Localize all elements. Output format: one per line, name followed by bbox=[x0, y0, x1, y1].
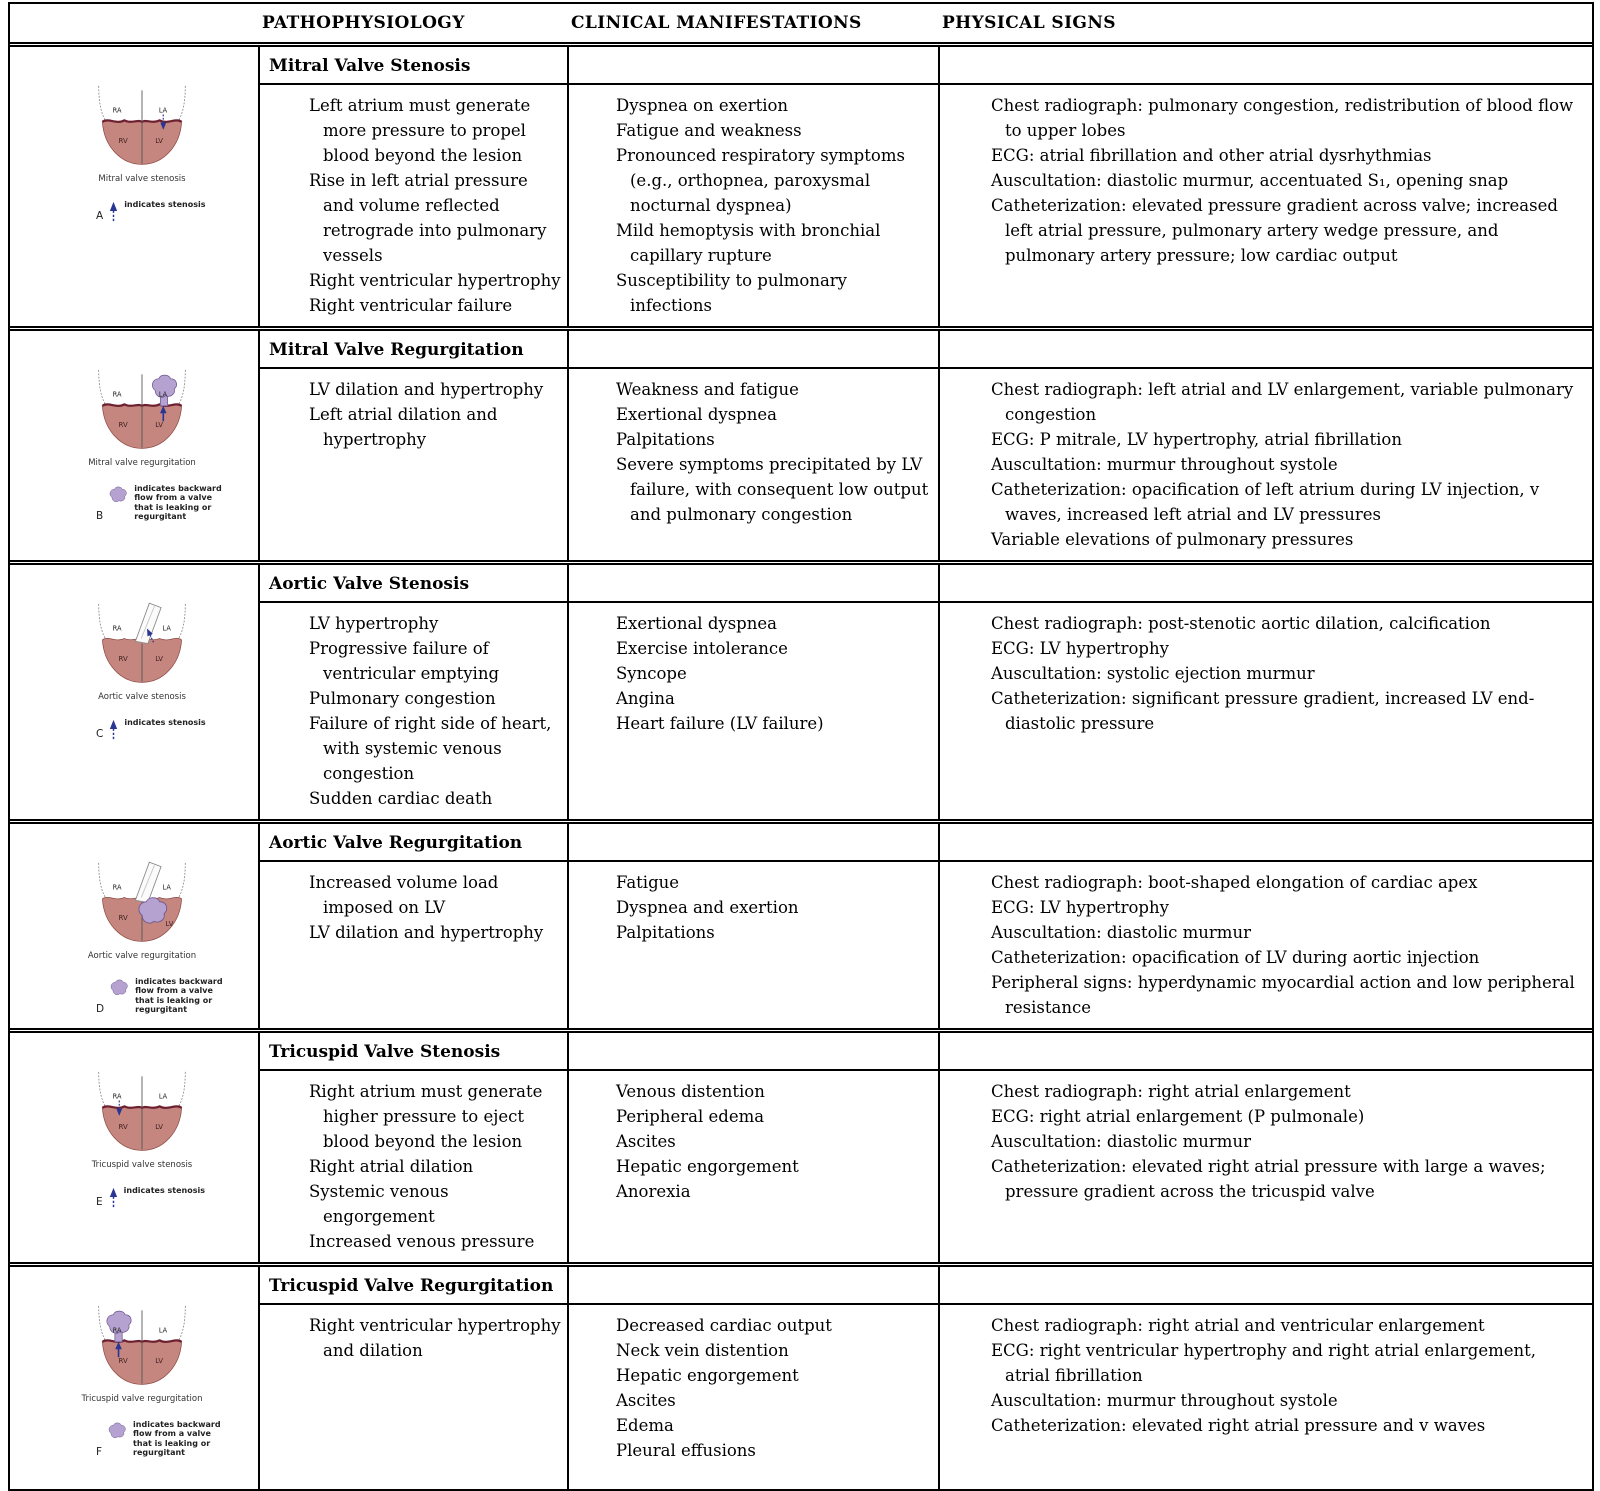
section-mitral-valve-regurgitation bbox=[10, 326, 1592, 560]
legend-text: indicates stenosis bbox=[123, 1185, 205, 1195]
chamber-label-rv: RV bbox=[118, 421, 128, 430]
pathophysiology-item: Right atrial dilation bbox=[309, 1157, 474, 1176]
diagram-caption: Aortic valve regurgitation bbox=[87, 950, 197, 961]
diagram-letter: C bbox=[96, 727, 104, 740]
section-mitral-valve-stenosis bbox=[10, 47, 1592, 326]
clinical-item: Hepatic engorgement bbox=[616, 1366, 799, 1385]
legend-text: indicates stenosis bbox=[124, 199, 206, 209]
chamber-label-ra: RA bbox=[112, 883, 122, 892]
physical-signs-cell bbox=[940, 1305, 1592, 1489]
chamber-label-la: LA bbox=[158, 390, 168, 399]
pathophysiology-item: Right ventricular failure bbox=[309, 296, 513, 315]
chamber-label-rv: RV bbox=[118, 914, 128, 923]
clinical-item: Palpitations bbox=[616, 430, 715, 449]
clinical-item: Peripheral edema bbox=[616, 1107, 765, 1126]
sign-item: Auscultation: murmur throughout systole bbox=[991, 455, 1338, 474]
pathophysiology-item: Left atrium must generate more pressure to propel blood beyond the lesion bbox=[309, 96, 531, 165]
pathophysiology-item: Right ventricular hypertrophy and dilation bbox=[309, 1316, 561, 1360]
diagram-letter: E bbox=[96, 1195, 103, 1208]
sign-item: Chest radiograph: pulmonary congestion, redistribution of blood flow to upper lobes bbox=[991, 96, 1574, 140]
section-title: Tricuspid Valve Regurgitation bbox=[260, 1267, 569, 1305]
sign-item: ECG: LV hypertrophy bbox=[991, 898, 1169, 917]
clinical-item: Angina bbox=[616, 689, 675, 708]
tricuspid-regurgitation-diagram-cell bbox=[10, 1267, 260, 1489]
sign-item: Auscultation: diastolic murmur bbox=[991, 923, 1251, 942]
clinical-item: Anorexia bbox=[616, 1182, 691, 1201]
stenosis-arrow-icon bbox=[108, 201, 119, 222]
clinical-item: Exercise intolerance bbox=[616, 639, 788, 658]
section-title: Mitral Valve Regurgitation bbox=[260, 331, 569, 369]
heart-diagram-tricuspid-regurgitation bbox=[76, 1303, 208, 1390]
section-title: Mitral Valve Stenosis bbox=[260, 47, 569, 85]
clinical-manifestations-cell bbox=[569, 369, 940, 560]
regurgitation-blob-icon bbox=[107, 1421, 128, 1440]
sign-item: Chest radiograph: left atrial and LV enlargement, variable pulmonary congestion bbox=[991, 380, 1574, 424]
pathophysiology-item: LV dilation and hypertrophy bbox=[309, 380, 544, 399]
chamber-label-la: LA bbox=[158, 106, 168, 115]
heart-diagram-aortic-stenosis bbox=[76, 601, 208, 688]
section-title: Aortic Valve Stenosis bbox=[260, 565, 569, 603]
pathophysiology-item: LV hypertrophy bbox=[309, 614, 439, 633]
aorta-icon bbox=[135, 862, 161, 902]
clinical-item: Ascites bbox=[616, 1391, 676, 1410]
sign-item: Catheterization: elevated right atrial pressure with large a waves; pressure gradient across the tricuspid valve bbox=[991, 1157, 1546, 1201]
chamber-label-rv: RV bbox=[118, 1123, 128, 1132]
physical-signs-cell bbox=[940, 603, 1592, 819]
pathophysiology-item: Systemic venous engorgement bbox=[309, 1182, 449, 1226]
pathophysiology-cell bbox=[260, 862, 569, 1028]
sign-item: Catheterization: elevated right atrial pressure and v waves bbox=[991, 1416, 1486, 1435]
diagram-letter: D bbox=[96, 1002, 105, 1015]
sign-item: Auscultation: diastolic murmur, accentuated S₁, opening snap bbox=[991, 171, 1509, 190]
legend-text: indicates backward flow from a valve that is leaking or regurgitant bbox=[134, 483, 222, 522]
chamber-label-ra: RA bbox=[112, 624, 122, 633]
legend-text: indicates backward flow from a valve that is leaking or regurgitant bbox=[135, 976, 223, 1015]
tricuspid-stenosis-diagram-cell bbox=[10, 1033, 260, 1262]
sign-item: ECG: P mitrale, LV hypertrophy, atrial fibrillation bbox=[991, 430, 1402, 449]
clinical-item: Exertional dyspnea bbox=[616, 614, 777, 633]
sign-item: Auscultation: diastolic murmur bbox=[991, 1132, 1251, 1151]
diagram-caption: Aortic valve stenosis bbox=[98, 691, 186, 702]
sign-item: ECG: LV hypertrophy bbox=[991, 639, 1169, 658]
clinical-item: Ascites bbox=[616, 1132, 676, 1151]
clinical-item: Heart failure (LV failure) bbox=[616, 714, 824, 733]
pathophysiology-item: Right ventricular hypertrophy bbox=[309, 271, 561, 290]
aortic-regurgitation-diagram-cell bbox=[10, 824, 260, 1028]
chamber-label-lv: LV bbox=[155, 421, 164, 430]
section-tricuspid-valve-stenosis bbox=[10, 1028, 1592, 1262]
chamber-label-rv: RV bbox=[118, 137, 128, 146]
clinical-manifestations-cell bbox=[569, 1071, 940, 1262]
sign-item: Variable elevations of pulmonary pressures bbox=[991, 530, 1354, 549]
clinical-item: Venous distention bbox=[616, 1082, 765, 1101]
diagram-caption: Mitral valve stenosis bbox=[98, 173, 186, 184]
clinical-item: Mild hemoptysis with bronchial capillary rupture bbox=[616, 221, 881, 265]
chamber-label-la: LA bbox=[162, 883, 171, 892]
aortic-stenosis-diagram-cell bbox=[10, 565, 260, 819]
pathophysiology-item: Sudden cardiac death bbox=[309, 789, 493, 808]
legend-text: indicates backward flow from a valve that is leaking or regurgitant bbox=[133, 1419, 221, 1458]
diagram-legend bbox=[96, 1420, 258, 1458]
regurgitation-blob-icon bbox=[108, 485, 129, 504]
pathophysiology-item: LV dilation and hypertrophy bbox=[309, 923, 544, 942]
physical-signs-cell bbox=[940, 85, 1592, 326]
heart-diagram-mitral-regurgitation bbox=[76, 367, 208, 454]
pathophysiology-item: Increased volume load imposed on LV bbox=[309, 873, 499, 917]
clinical-item: Weakness and fatigue bbox=[616, 380, 799, 399]
clinical-item: Susceptibility to pulmonary infections bbox=[616, 271, 847, 315]
physical-signs-cell bbox=[940, 1071, 1592, 1262]
pathophysiology-item: Left atrial dilation and hypertrophy bbox=[309, 405, 498, 449]
diagram-legend bbox=[96, 977, 258, 1015]
diagram-legend bbox=[96, 1186, 258, 1208]
sign-item: Chest radiograph: right atrial enlargement bbox=[991, 1082, 1351, 1101]
pathophysiology-cell bbox=[260, 1071, 569, 1262]
sign-item: Chest radiograph: post-stenotic aortic dilation, calcification bbox=[991, 614, 1491, 633]
clinical-item: Dyspnea on exertion bbox=[616, 96, 789, 115]
chamber-label-ra: RA bbox=[112, 106, 122, 115]
valvular-dysfunction-table bbox=[8, 2, 1594, 1491]
stenosis-arrow-icon bbox=[108, 719, 119, 740]
clinical-manifestations-cell bbox=[569, 1305, 940, 1489]
pathophysiology-item: Failure of right side of heart, with systemic venous congestion bbox=[309, 714, 552, 783]
heart-diagram-mitral-stenosis bbox=[76, 83, 208, 170]
clinical-item: Exertional dyspnea bbox=[616, 405, 777, 424]
chamber-label-la: LA bbox=[158, 1326, 168, 1335]
column-header-physical-signs: PHYSICAL SIGNS bbox=[942, 13, 1116, 33]
clinical-item: Decreased cardiac output bbox=[616, 1316, 832, 1335]
clinical-manifestations-cell bbox=[569, 862, 940, 1028]
pathophysiology-item: Progressive failure of ventricular emptying bbox=[309, 639, 500, 683]
pathophysiology-cell bbox=[260, 1305, 569, 1489]
section-title: Aortic Valve Regurgitation bbox=[260, 824, 569, 862]
heart-diagram-tricuspid-stenosis bbox=[76, 1069, 208, 1156]
pathophysiology-item: Pulmonary congestion bbox=[309, 689, 496, 708]
chamber-label-lv: LV bbox=[155, 1357, 164, 1366]
clinical-item: Syncope bbox=[616, 664, 687, 683]
diagram-legend bbox=[96, 200, 258, 222]
sign-item: Auscultation: systolic ejection murmur bbox=[991, 664, 1315, 683]
pathophysiology-cell bbox=[260, 85, 569, 326]
clinical-item: Pleural effusions bbox=[616, 1441, 756, 1460]
column-header-pathophysiology: PATHOPHYSIOLOGY bbox=[262, 13, 465, 33]
chamber-label-ra: RA bbox=[112, 1326, 122, 1335]
mitral-regurgitation-diagram-cell bbox=[10, 331, 260, 560]
sign-item: ECG: atrial fibrillation and other atrial dysrhythmias bbox=[991, 146, 1432, 165]
sign-item: ECG: right ventricular hypertrophy and right atrial enlargement, atrial fibrillation bbox=[991, 1341, 1536, 1385]
chamber-label-rv: RV bbox=[118, 1357, 128, 1366]
chamber-label-la: LA bbox=[162, 624, 171, 633]
section-aortic-valve-stenosis bbox=[10, 560, 1592, 819]
pathophysiology-item: Rise in left atrial pressure and volume reflected retrograde into pulmonary vessels bbox=[309, 171, 547, 265]
clinical-item: Fatigue bbox=[616, 873, 680, 892]
sign-item: Auscultation: murmur throughout systole bbox=[991, 1391, 1338, 1410]
diagram-letter: F bbox=[96, 1445, 103, 1458]
chamber-label-rv: RV bbox=[118, 655, 128, 664]
clinical-item: Hepatic engorgement bbox=[616, 1157, 799, 1176]
chamber-label-lv: LV bbox=[155, 655, 164, 664]
sign-item: Peripheral signs: hyperdynamic myocardial action and low peripheral resistance bbox=[991, 973, 1575, 1017]
sign-item: Catheterization: elevated pressure gradient across valve; increased left atrial pressure, pulmonary artery wedge pressure, and pulmonary artery pressure; low cardiac output bbox=[991, 196, 1558, 265]
section-title: Tricuspid Valve Stenosis bbox=[260, 1033, 569, 1071]
clinical-manifestations-cell bbox=[569, 603, 940, 819]
chamber-label-lv: LV bbox=[155, 1123, 164, 1132]
aorta-icon bbox=[135, 603, 161, 643]
chamber-label-ra: RA bbox=[112, 390, 122, 399]
chamber-label-lv: LV bbox=[155, 137, 164, 146]
physical-signs-cell bbox=[940, 369, 1592, 560]
chamber-label-la: LA bbox=[158, 1092, 168, 1101]
valvular-dysfunction-table-page bbox=[0, 2, 1600, 1491]
sign-item: ECG: right atrial enlargement (P pulmonale) bbox=[991, 1107, 1365, 1126]
clinical-item: Dyspnea and exertion bbox=[616, 898, 799, 917]
section-aortic-valve-regurgitation bbox=[10, 819, 1592, 1028]
diagram-legend bbox=[96, 484, 258, 522]
diagram-caption: Tricuspid valve regurgitation bbox=[81, 1393, 203, 1404]
diagram-letter: B bbox=[96, 509, 104, 522]
heart-diagram-aortic-regurgitation bbox=[76, 860, 208, 947]
chamber-label-lv: LV bbox=[165, 919, 174, 928]
sign-item: Chest radiograph: boot-shaped elongation of cardiac apex bbox=[991, 873, 1478, 892]
diagram-letter: A bbox=[96, 209, 104, 222]
stenosis-arrow-icon bbox=[108, 1187, 119, 1208]
clinical-item: Fatigue and weakness bbox=[616, 121, 802, 140]
clinical-item: Pronounced respiratory symptoms (e.g., orthopnea, paroxysmal nocturnal dyspnea) bbox=[616, 146, 905, 215]
pathophysiology-item: Increased venous pressure bbox=[309, 1232, 535, 1251]
clinical-item: Palpitations bbox=[616, 923, 715, 942]
pathophysiology-item: Right atrium must generate higher pressure to eject blood beyond the lesion bbox=[309, 1082, 543, 1151]
clinical-item: Neck vein distention bbox=[616, 1341, 789, 1360]
table-header-row bbox=[10, 4, 1592, 47]
sign-item: Catheterization: significant pressure gradient, increased LV end-diastolic pressure bbox=[991, 689, 1535, 733]
mitral-stenosis-diagram-cell bbox=[10, 47, 260, 326]
section-tricuspid-valve-regurgitation bbox=[10, 1262, 1592, 1489]
clinical-manifestations-cell bbox=[569, 85, 940, 326]
column-header-clinical-manifestations: CLINICAL MANIFESTATIONS bbox=[571, 13, 862, 33]
legend-text: indicates stenosis bbox=[124, 717, 206, 727]
regurgitation-blob-icon bbox=[109, 978, 130, 997]
diagram-caption: Mitral valve regurgitation bbox=[88, 457, 196, 468]
clinical-item: Edema bbox=[616, 1416, 674, 1435]
diagram-legend bbox=[96, 718, 258, 740]
clinical-item: Severe symptoms precipitated by LV failure, with consequent low output and pulmonary congestion bbox=[616, 455, 929, 524]
chamber-label-ra: RA bbox=[112, 1092, 122, 1101]
sign-item: Catheterization: opacification of LV during aortic injection bbox=[991, 948, 1480, 967]
pathophysiology-cell bbox=[260, 603, 569, 819]
diagram-caption: Tricuspid valve stenosis bbox=[91, 1159, 193, 1170]
physical-signs-cell bbox=[940, 862, 1592, 1028]
sign-item: Chest radiograph: right atrial and ventricular enlargement bbox=[991, 1316, 1485, 1335]
pathophysiology-cell bbox=[260, 369, 569, 560]
sign-item: Catheterization: opacification of left atrium during LV injection, v waves, increased left atrial and LV pressures bbox=[991, 480, 1540, 524]
